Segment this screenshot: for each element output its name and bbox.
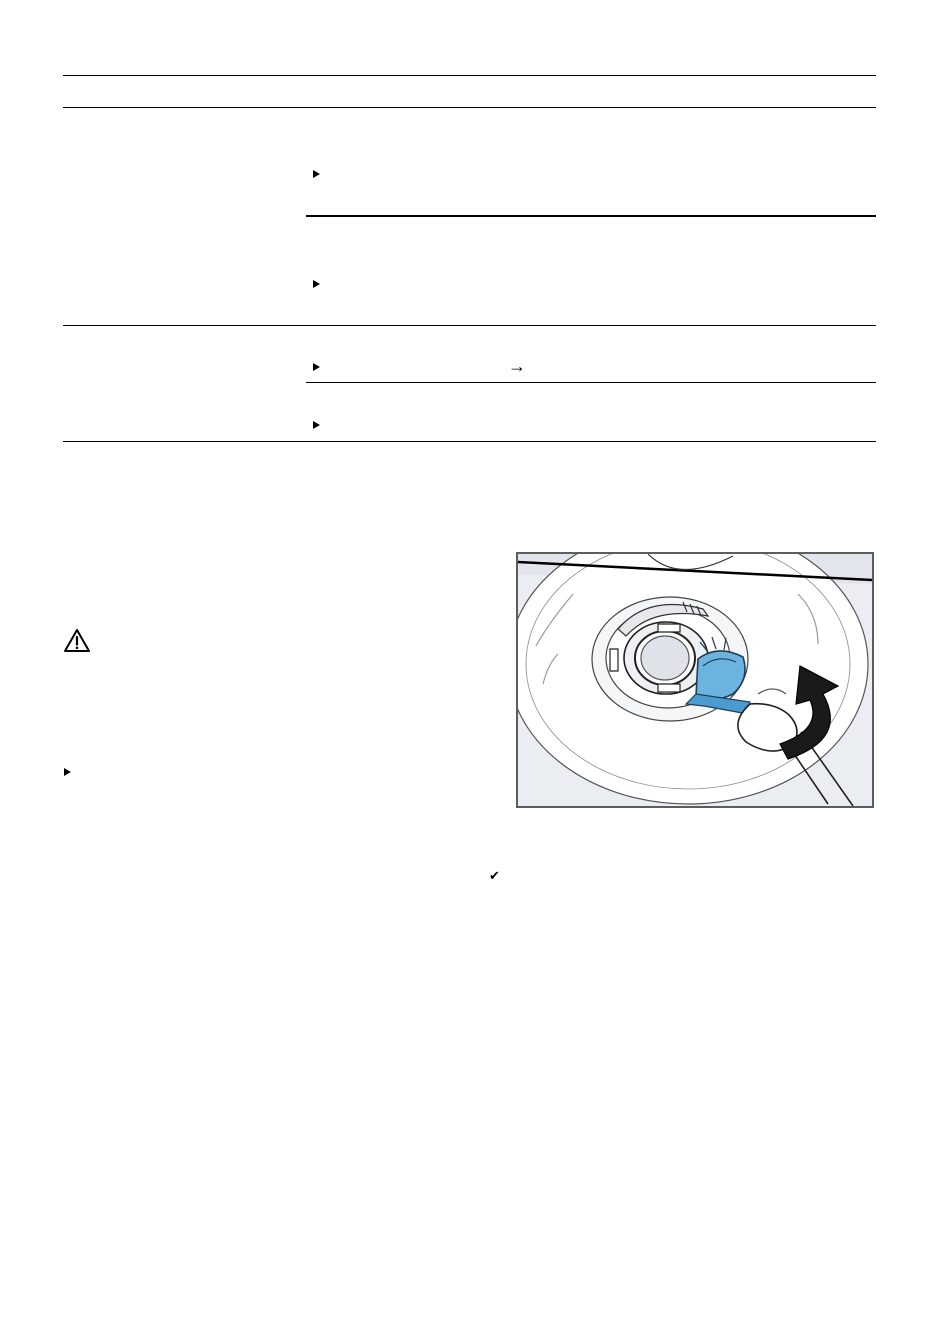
check-icon: ✔ [489, 868, 500, 883]
table-row-2-divider [306, 382, 876, 383]
table-row-1-divider [306, 215, 876, 217]
table-header-rule [63, 107, 876, 108]
bullet-icon [313, 170, 320, 178]
arrow-right-icon: → [508, 356, 526, 376]
warning-triangle-icon [63, 628, 91, 654]
table-top-rule [63, 75, 876, 76]
bullet-icon [313, 421, 320, 429]
pump-cover-illustration [516, 552, 874, 808]
table-row-separator [63, 325, 876, 326]
bullet-icon [313, 363, 320, 371]
table-bottom-rule [63, 441, 876, 442]
bullet-icon [313, 280, 320, 288]
bullet-icon [64, 768, 71, 776]
